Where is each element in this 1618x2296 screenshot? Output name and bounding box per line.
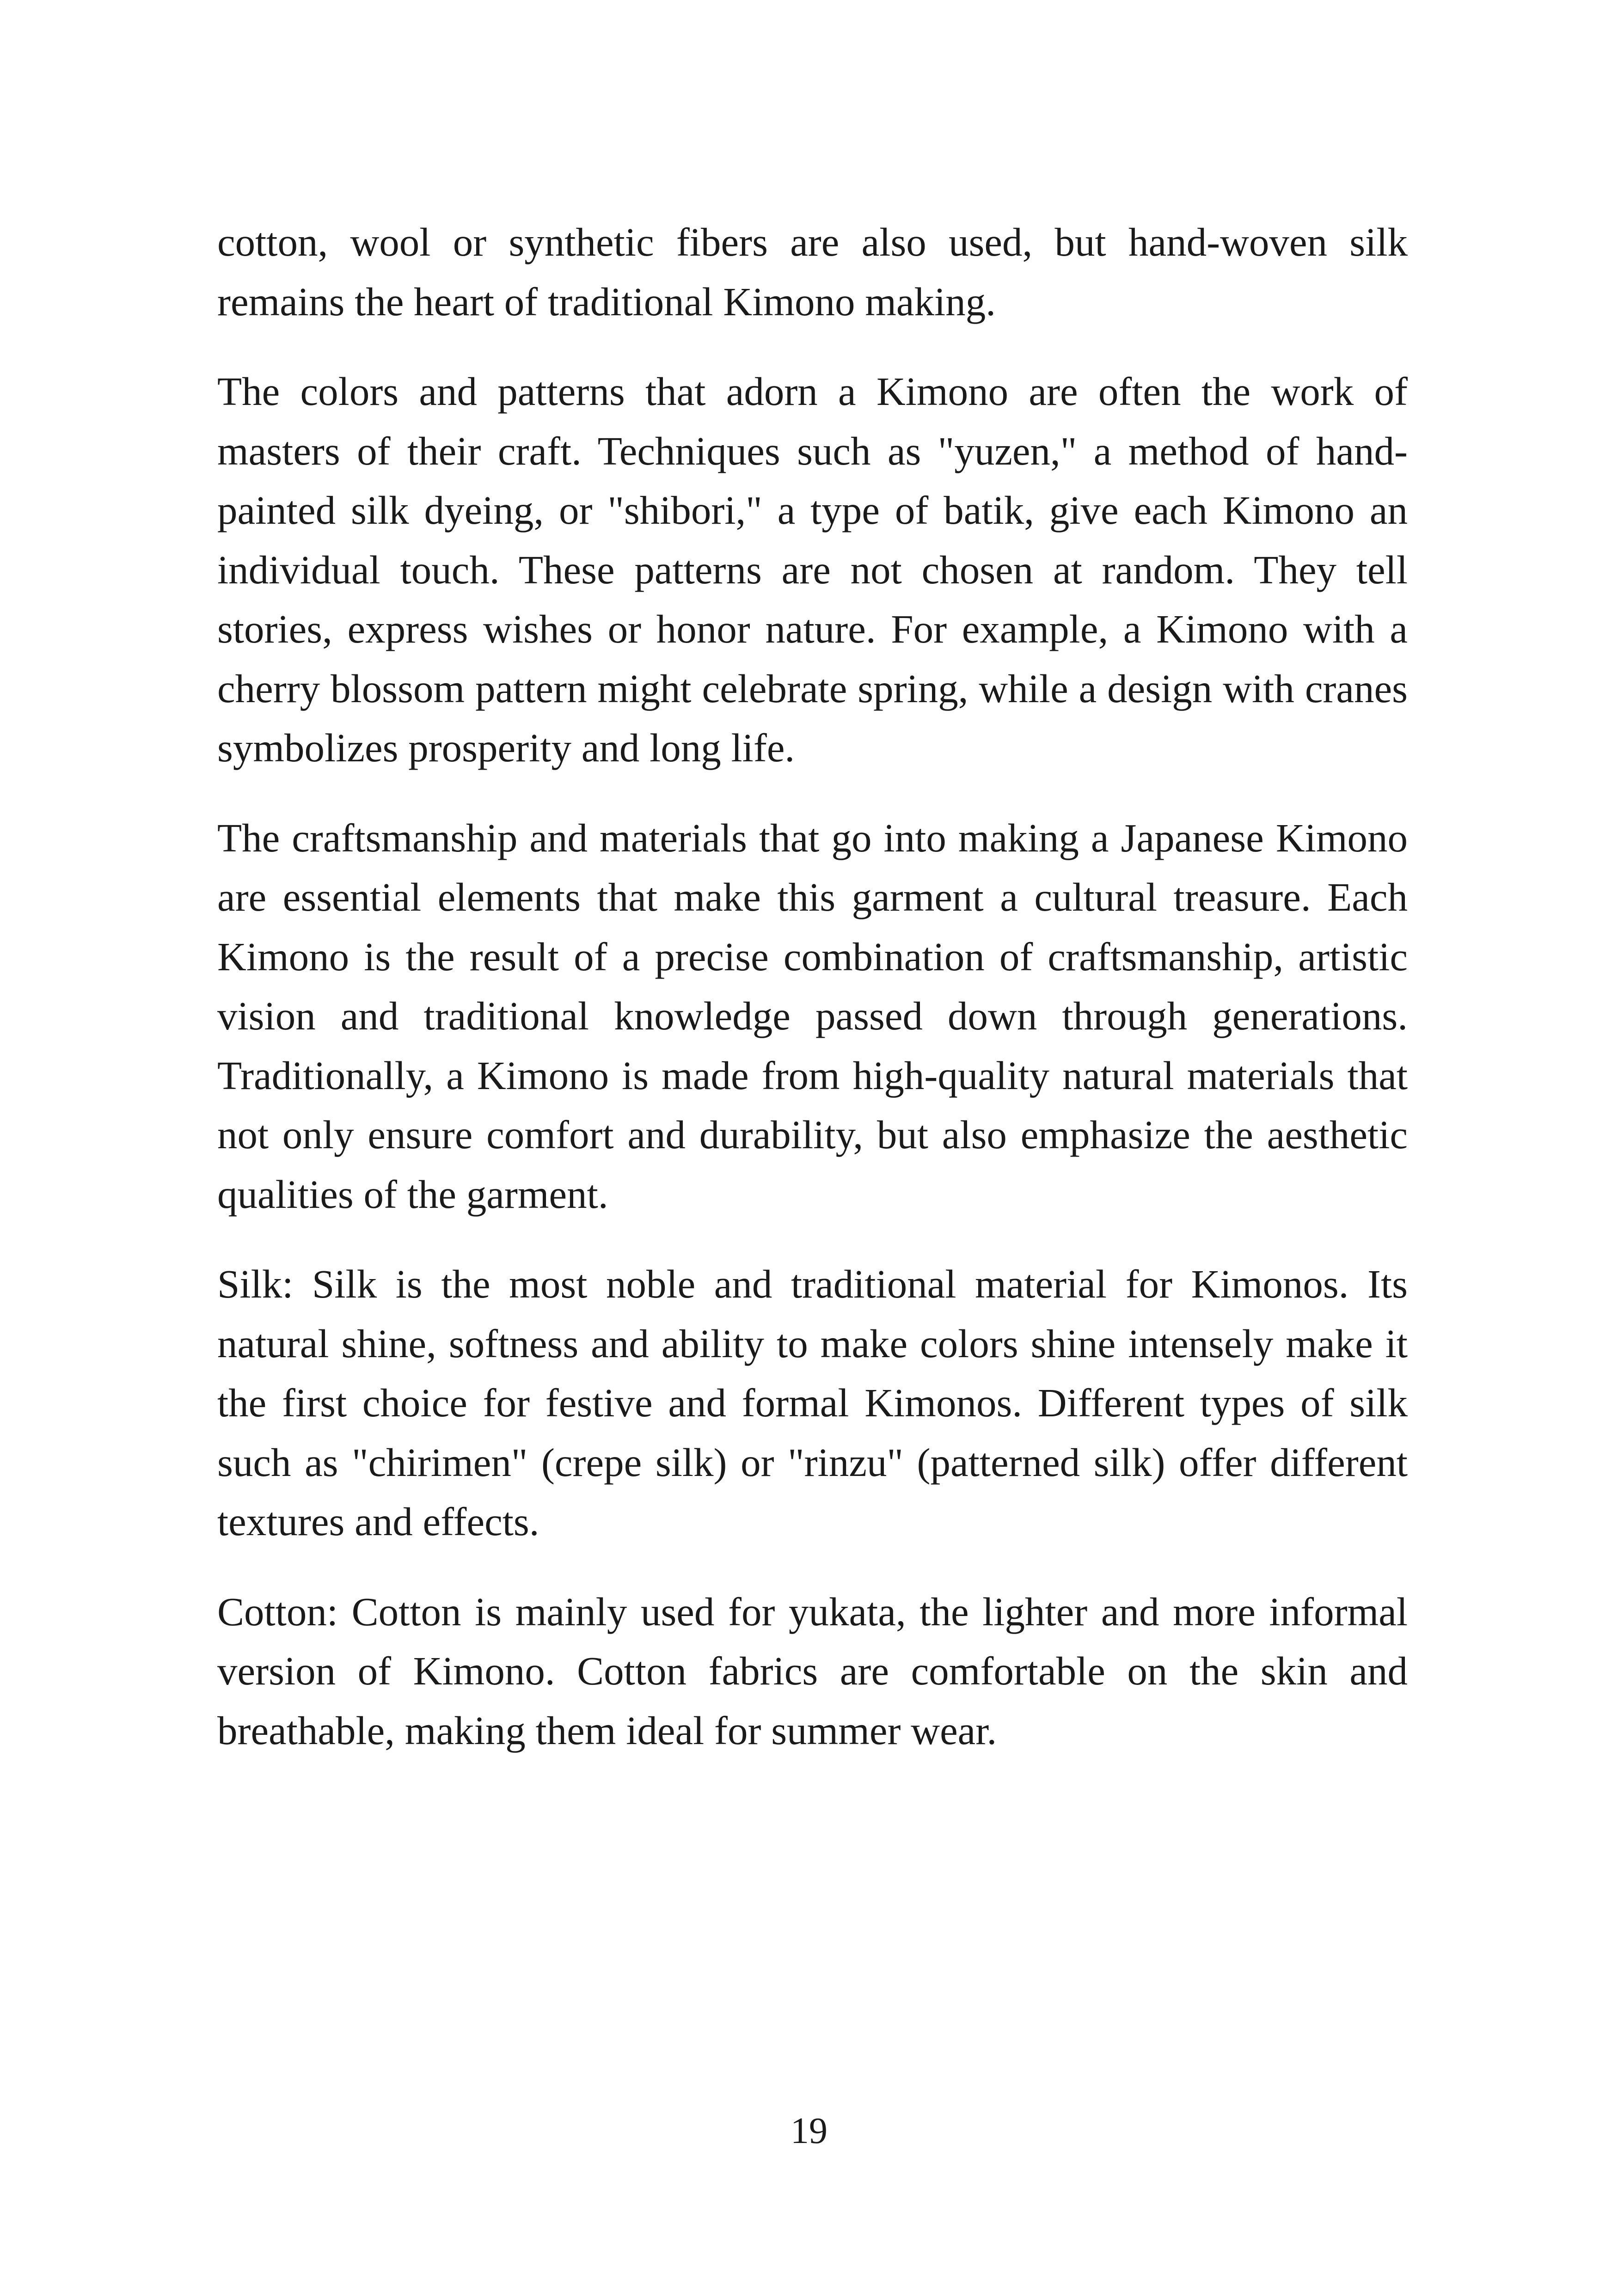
page-number: 19 <box>791 2111 827 2151</box>
body-text <box>217 213 1408 1791</box>
paragraph-continuation: cotton, wool or synthetic fibers are also used, but hand-woven silk remains the heart of traditional Kimono making. <box>217 220 1408 324</box>
paragraph-colors-patterns: The colors and patterns that adorn a Kimono are often the work of masters of their craft. Techniques such as "yuzen," a method of hand-painted silk dyeing, or "shibori," a type of batik, give each Kimono an individual touch. These patterns are not chosen at random. They tell stories, express wishes or honor nature. For example, a Kimono with a cherry blossom pattern might celebrate spring, while a design with cranes symbolizes prosperity and long life. <box>217 369 1408 770</box>
paragraph-silk: Silk: Silk is the most noble and traditional material for Kimonos. Its natural shine, softness and ability to make colors shine intensely make it the first choice for festive and formal Kimonos. Different types of silk such as "chirimen" (crepe silk) or "rinzu" (patterned silk) offer different textures and effects. <box>217 1261 1408 1544</box>
paragraph-craftsmanship-materials: The craftsmanship and materials that go into making a Japanese Kimono are essential elements that make this garment a cultural treasure. Each Kimono is the result of a precise combination of craftsmanship, artistic vision and traditional knowledge passed down through generations. Traditionally, a Kimono is made from high-quality natural materials that not only ensure comfort and durability, but also emphasize the aesthetic qualities of the garment. <box>217 815 1408 1217</box>
paragraph-cotton: Cotton: Cotton is mainly used for yukata, the lighter and more informal version of Kimono. Cotton fabrics are comfortable on the skin and breathable, making them ideal for summer wear. <box>217 1589 1408 1753</box>
